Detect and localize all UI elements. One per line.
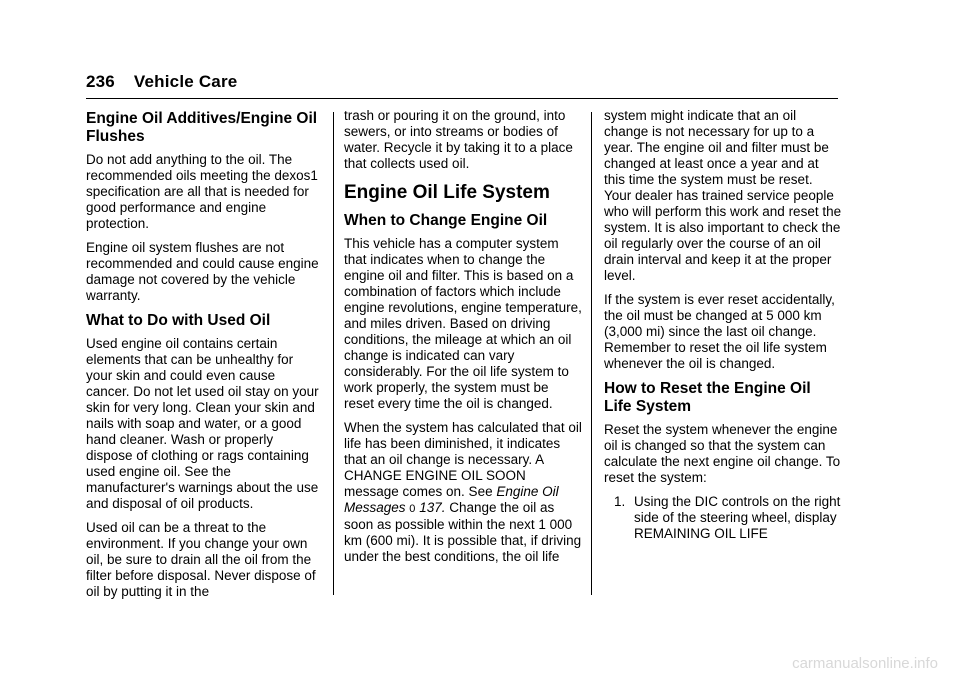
cross-reference-link[interactable]: Engine Oil Messages <box>344 484 559 515</box>
paragraph: Used oil can be a threat to the environment. If you change your own oil, be sure to drain all the oil from the filter before disposal. Never dispose of oil by putting it in the <box>86 520 316 599</box>
paragraph: Do not add anything to the oil. The recommended oils meeting the dexos1 specification are all that is needed for good performance and engine protection. <box>86 152 318 231</box>
list-item-text: Using the DIC controls on the right side of the steering wheel, display REMAINING OIL LIFE <box>634 494 841 541</box>
heading-used-oil: What to Do with Used Oil <box>86 312 271 329</box>
column-2 <box>344 108 582 573</box>
watermark: carmanualsonline.info <box>792 655 938 672</box>
column-1 <box>86 108 322 608</box>
paragraph: Engine oil system flushes are not recommended and could cause engine damage not covered by the vehicle warranty. <box>86 240 319 303</box>
column-divider <box>591 112 592 595</box>
paragraph-text: When the system has calculated that oil life has been diminished, it indicates that an oil change is necessary. A CHANGE ENGINE OIL SOON message comes on. See <box>344 420 582 499</box>
paragraph-text: Change the oil as soon as possible within the next 1 000 km (600 mi). It is possible that, if driving under the best conditions, the oil life <box>344 500 582 564</box>
cross-reference-page[interactable]: 137. <box>419 500 446 515</box>
list-item-number: 1. <box>614 494 626 509</box>
column-divider <box>333 112 334 595</box>
heading-oil-additives: Engine Oil Additives/Engine Oil Flushes <box>86 110 318 145</box>
page-number: 236 <box>86 72 115 91</box>
paragraph: trash or pouring it on the ground, into sewers, or into streams or bodies of water. Recycle it by taking it to a place that collects used oil. <box>344 108 573 171</box>
paragraph: system might indicate that an oil change is not necessary for up to a year. The engine oil and filter must be changed at least once a year and at this time the system must be reset. Your dealer has trained service people who will perform this work and reset the system. It is also important to check the oil regularly over the course of an oil drain interval and keep it at the proper level. <box>604 108 842 283</box>
paragraph <box>344 420 582 565</box>
paragraph: If the system is ever reset accidentally, the oil must be changed at 5 000 km (3,000 mi) since the last oil change. Remember to reset the oil life system whenever the oil is changed. <box>604 292 835 371</box>
section-title: Vehicle Care <box>133 72 238 91</box>
list-item <box>614 494 842 542</box>
page-ref-icon: 0 <box>409 503 416 515</box>
paragraph: This vehicle has a computer system that indicates when to change the engine oil and filter. This is based on a combination of factors which include engine revolutions, engine temperature, and miles driven. Based on driving conditions, the mileage at which an oil change is indicated can vary considerably. For the oil life system to work properly, the system must be reset every time the oil is changed. <box>344 236 582 411</box>
heading-when-to-change: When to Change Engine Oil <box>344 212 548 229</box>
page-header <box>86 72 237 92</box>
column-3 <box>604 108 842 542</box>
paragraph: Used engine oil contains certain elements that can be unhealthy for your skin and could even cause cancer. Do not let used oil stay on your skin for very long. Clean your skin and nails with soap and water, or a good hand cleaner. Wash or properly dispose of clothing or rags containing used engine oil. See the manufacturer's warnings about the use and disposal of oil products. <box>86 336 319 511</box>
header-rule <box>86 98 838 99</box>
heading-oil-life-system: Engine Oil Life System <box>344 182 550 203</box>
heading-reset-oil-life: How to Reset the Engine Oil Life System <box>604 380 811 415</box>
paragraph: Reset the system whenever the engine oil is changed so that the system can calculate the next engine oil change. To reset the system: <box>604 422 841 485</box>
